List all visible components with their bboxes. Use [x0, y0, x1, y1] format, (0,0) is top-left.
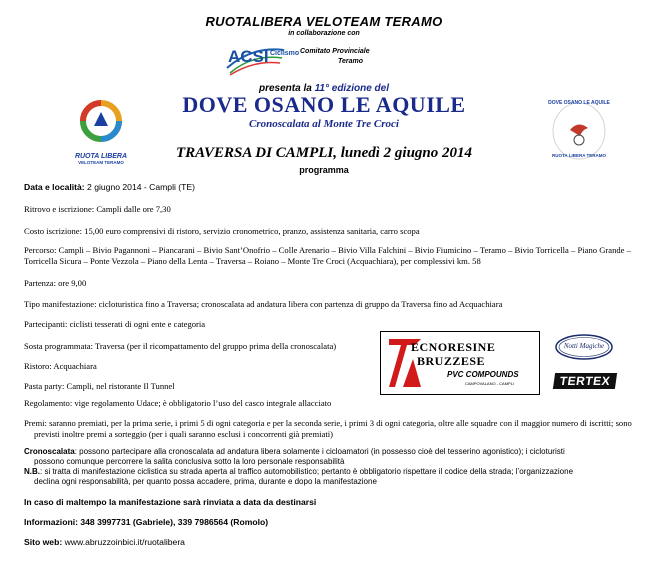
nb-text-2: declina ogni responsabilità, per quanto possa accadere, prima, durante e dopo la manifestazione: [34, 477, 377, 486]
programma-heading: programma: [299, 165, 349, 175]
dove-osano-logo-bottom: RUOTA LIBERA TERAMO: [551, 153, 607, 158]
costo-line: Costo iscrizione: 15,00 euro comprensivi di ristoro, servizio cronometrico, pranzo, assistenza sanitaria, carro scopa: [24, 226, 420, 236]
data-label: Data e località:: [24, 182, 85, 192]
teramo-label: Teramo: [338, 58, 364, 65]
crono-text-2: possono comunque percorrere la salita conclusiva sotto la loro personale responsabilità: [34, 457, 345, 466]
sito-value: www.abruzzoinbici.it/ruotalibera: [62, 537, 185, 547]
data-localita: [24, 182, 624, 193]
sito-line: [24, 537, 624, 548]
acsi-sub-label: Ciclismo: [270, 50, 300, 57]
notti-magiche-text: Notti Magiche: [563, 342, 605, 350]
dove-osano-logo: [540, 98, 618, 164]
percorso-text-1: Percorso: Campli – Bivio Pagannoni – Piancarani – Bivio Sant’Onofrio – Colle Arenario – Bivio Villa Falchini – Bivio Fiumicino – Teramo – Bivio Torricella – Piano Grande –: [24, 245, 631, 255]
campovalano-label: CAMPOVALANO - CAMPLI: [465, 381, 515, 386]
ruota-libera-name: RUOTA LIBERA: [74, 153, 128, 160]
pasta-line: Pasta party: Campli, nel ristorante Il Tunnel: [24, 381, 175, 391]
premi-line: [24, 418, 634, 440]
tecnoresine-logo: [380, 331, 540, 395]
tertex-text: TERTEX: [558, 374, 612, 388]
tecnoresine-name: ECNORESINE: [411, 340, 496, 354]
partecipanti-line: Partecipanti: ciclisti tesserati di ogni ente e categoria: [24, 319, 206, 329]
comitato-label: Comitato Provinciale: [300, 48, 370, 55]
premi-text-1: Premi: saranno premiati, per la prima serie, i primi 5 di ogni categoria e per la seconda serie, i primi 3 di ogni categoria, oltre alle squadre con il maggior numero di iscritti; sono: [24, 418, 632, 428]
data-value: 2 giugno 2014 - Campli (TE): [84, 182, 195, 192]
nb-text-1: : si tratta di manifestazione ciclistica su strada aperta al traffico automobilistico; pertanto è obbligatorio rispettare il codice della strada; l’organizzazione: [40, 467, 574, 476]
organizer-title: RUOTALIBERA VELOTEAM TERAMO: [205, 14, 443, 29]
abruzzese-name: BRUZZESE: [417, 354, 486, 368]
cronoscalata-line: [24, 447, 636, 487]
partenza-line: Partenza: ore 9,00: [24, 278, 87, 288]
tertex-logo: [553, 373, 617, 389]
edition-label: 11° edizione del: [314, 83, 389, 94]
notti-magiche-logo: [554, 332, 614, 362]
event-subtitle: Cronoscalata al Monte Tre Croci: [249, 118, 399, 130]
pvc-compounds: PVC COMPOUNDS: [447, 370, 519, 379]
dove-osano-logo-top: DOVE OSANO LE AQUILE: [548, 100, 610, 106]
crono-text-1: : possono partecipare alla cronoscalata ad andatura libera solamente i cicloamatori (in possesso cioè del tesserino agonistico); i cicloturisti: [74, 447, 565, 456]
info-line: [24, 517, 624, 528]
tipo-line: Tipo manifestazione: cicloturistica fino a Traversa; cronoscalata ad andatura libera con partenza di gruppo da Traversa fino ad Acquachiara: [24, 299, 503, 309]
sosta-line: Sosta programmata: Traversa (per il ricompattamento del gruppo prima della cronoscalata): [24, 341, 337, 351]
nb-label: N.B.: [24, 467, 40, 476]
percorso-text-2: Torricella Sicura – Ponte Vezzola – Piano della Lenta – Traversa – Roiano – Monte Tre Croci (Acquachiara), per complessivi km. 58: [24, 256, 481, 266]
svg-text:ACSI: ACSI: [228, 47, 269, 66]
info-value: 348 3997731 (Gabriele), 339 7986564 (Romolo): [77, 517, 269, 527]
presenta-prefix: presenta la: [259, 83, 315, 94]
ritrovo-line: Ritrovo e iscrizione: Campli dalle ore 7,30: [24, 204, 171, 214]
collaboration-text: in collaborazione con: [288, 30, 360, 37]
percorso-line: [24, 245, 634, 267]
crono-label: Cronoscalata: [24, 447, 75, 456]
event-date-line: TRAVERSA DI CAMPLI, lunedì 2 giugno 2014: [175, 145, 473, 161]
premi-text-2: previsti inoltre premi a sorteggio (per i quali saranno esclusi i concorrenti già premiati): [34, 429, 334, 439]
acsi-logo: [222, 38, 300, 78]
info-label: Informazioni:: [24, 517, 78, 527]
maltempo-line: In caso di maltempo la manifestazione sarà rinviata a data da destinarsi: [24, 497, 317, 507]
ruota-libera-logo: [66, 98, 136, 165]
ruota-libera-sub: VELOTEAM TERAMO: [78, 160, 124, 165]
ristoro-line: Ristoro: Acquachiara: [24, 361, 97, 371]
sito-label: Sito web:: [24, 537, 63, 547]
event-title: DOVE OSANO LE AQUILE: [182, 92, 466, 117]
regolamento-line: Regolamento: vige regolamento Udace; è obbligatorio l’uso del casco integrale allacciato: [24, 398, 332, 408]
